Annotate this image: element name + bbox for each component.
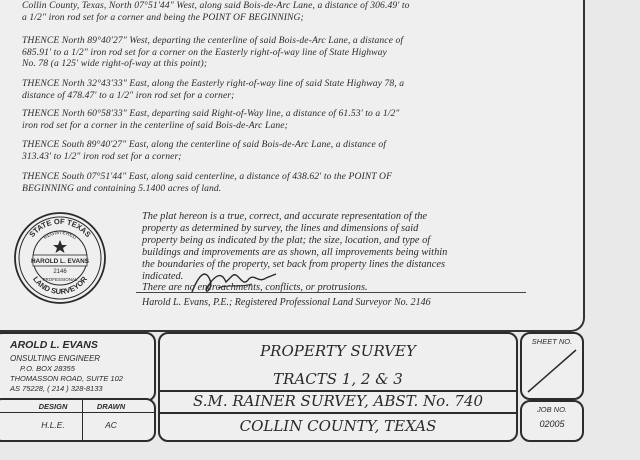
firm-pobox: P.O. BOX 28355 xyxy=(20,364,75,373)
design-label: DESIGN xyxy=(38,402,68,411)
divider xyxy=(160,412,516,414)
signature-line xyxy=(136,292,526,293)
drawn-value: AC xyxy=(105,420,117,430)
deed-paragraph: THENCE North 32°43'33" East, along the Easterly right-of-way line of said State Highway 78, a distance of 478.47' to a 1/2" iron rod set for a corner; xyxy=(22,78,405,101)
title-survey-abstract: S.M. RAINER SURVEY, ABST. No. 740 xyxy=(192,392,484,410)
title-tracts: TRACTS 1, 2 & 3 xyxy=(273,370,403,388)
drawn-label: DRAWN xyxy=(96,402,126,411)
surveyor-seal xyxy=(12,210,108,306)
firm-info-box xyxy=(0,332,156,402)
seal-number: 2146 xyxy=(53,269,67,275)
deed-paragraph: THENCE North 89°40'27" West, departing the centerline of said Bois-de-Arc Lane, a distance of 685.91' to a 1/2" iron rod set for a corner on the Easterly right-of-way line of State Highway No. 78 (a 125' wide right-of-way at this point); xyxy=(22,35,404,70)
firm-address: THOMASSON ROAD, SUITE 102 xyxy=(10,374,123,383)
firm-name: AROLD L. EVANS xyxy=(10,339,98,351)
drawing-title-box xyxy=(158,332,518,442)
deed-paragraph: THENCE South 07°51'44" East, along said centerline, a distance of 438.62' to the POINT OF BEGINNING and containing 5.1400 acres of land. xyxy=(22,171,393,194)
svg-text:REGISTERED xyxy=(43,230,78,241)
design-drawn-box xyxy=(0,398,156,442)
job-number-box xyxy=(520,400,584,442)
seal-ring-text: PROFESSIONAL xyxy=(42,277,78,282)
title-property-survey: PROPERTY SURVEY xyxy=(260,342,416,360)
seal-top-text: STATE OF TEXAS xyxy=(27,216,93,239)
job-label: JOB NO. xyxy=(536,405,567,414)
sheet-label: SHEET NO. xyxy=(531,337,573,346)
deed-paragraph: THENCE South 89°40'27" East, along the centerline of said Bois-de-Arc Lane, a distance of 313.43' to 1/2" iron rod set for a corner; xyxy=(22,139,387,162)
signature-caption: Harold L. Evans, P.E.; Registered Professional Land Surveyor No. 2146 xyxy=(142,297,431,308)
job-value: 02005 xyxy=(539,419,565,429)
certification-text: The plat hereon is a true, correct, and accurate representation of the property as determined by survey, the lines and dimensions of said property being as indicated by the plat; the size, location, and type of buildings and improvements are as shown, all improvements being within the boundaries of the property, set back from property lines the distances indicated. There are no encroachments, conflicts, or protrusions. xyxy=(142,211,448,294)
deed-paragraph: Collin County, Texas, North 07°51'44" West, along said Bois-de-Arc Lane, a distance of 306.49' to a 1/2" iron rod set for a corner and being the POINT OF BEGINNING; xyxy=(22,0,410,23)
design-value: H.L.E. xyxy=(41,420,65,430)
seal-name: HAROLD L. EVANS xyxy=(30,258,90,265)
firm-city-phone: AS 75228, ( 214 ) 328-8133 xyxy=(10,384,103,393)
surveyor-signature xyxy=(188,266,278,298)
deed-paragraph: THENCE North 60°58'33" East, departing said Right-of-Way line, a distance of 61.53' to a 1/2" iron rod set for a corner in the centerline of said Bois-de-Arc Lane; xyxy=(22,108,400,131)
title-county: COLLIN COUNTY, TEXAS xyxy=(239,417,437,435)
sheet-diagonal xyxy=(526,348,578,394)
seal-bottom-text: LAND SURVEYOR xyxy=(31,274,89,297)
firm-title: ONSULTING ENGINEER xyxy=(10,354,101,363)
divider xyxy=(0,412,154,413)
sheet-number-box xyxy=(520,332,584,400)
seal-middle-text: REGISTERED xyxy=(42,229,78,241)
